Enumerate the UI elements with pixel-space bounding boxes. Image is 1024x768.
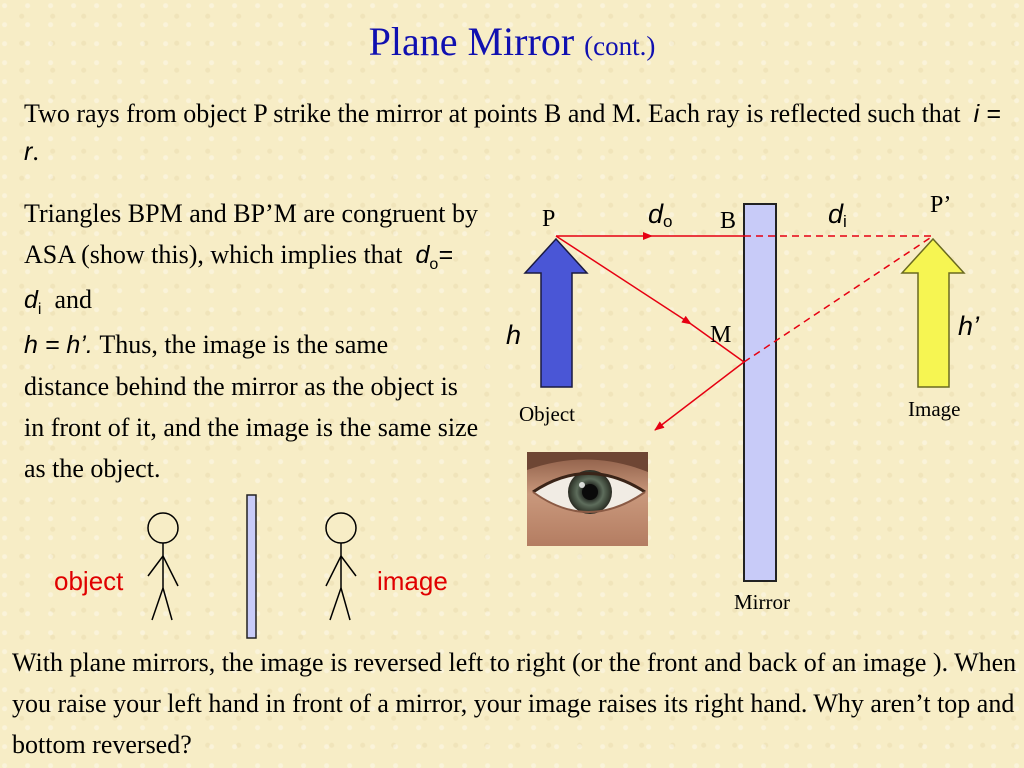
object-arrow (525, 239, 587, 387)
small-mirror (247, 495, 256, 638)
label-mirror: Mirror (734, 590, 790, 614)
mirror (744, 204, 776, 581)
ray-p-to-m (556, 236, 691, 324)
label-p: P (542, 206, 556, 232)
label-d-i (828, 199, 847, 230)
intro-end: . (32, 137, 39, 166)
label-h-prime: h’ (958, 311, 980, 341)
ray-m-reflected (655, 362, 744, 430)
title-sub: (cont.) (584, 31, 656, 61)
d-i-sub: i (843, 212, 847, 231)
explanation-and: and (54, 285, 93, 314)
label-d-o (648, 199, 673, 230)
label-m: M (710, 322, 732, 348)
figure-label-object: object (54, 566, 124, 596)
eye-image (527, 452, 648, 546)
figure-label-image: image (377, 566, 448, 596)
d-i-letter: d (828, 199, 844, 229)
label-h: h (506, 320, 522, 350)
image-arrow (902, 239, 964, 387)
label-p-prime: P’ (930, 192, 952, 218)
explanation-rest: Thus, the image is the same distance behind the mirror as the object is in front of it, and the image is the same size as the object. (24, 330, 479, 483)
label-b: B (720, 208, 737, 234)
title-main: Plane Mirror (368, 19, 575, 64)
eq-equals-d: = d (24, 241, 453, 314)
label-image: Image (908, 397, 961, 421)
intro-equation: i = r (24, 100, 1001, 166)
stick-figure-image (326, 513, 356, 620)
eq-d-letter: d (415, 241, 430, 269)
eq-i-sub: i (37, 301, 42, 318)
eq-o-sub: o (429, 256, 439, 273)
bottom-paragraph: With plane mirrors, the image is reversed left to right (or the front and back of an image ). When you raise your left hand in front of a mirror, your image raises its right hand. Why aren’t top and bottom reversed? (12, 648, 1017, 759)
label-object: Object (519, 402, 575, 426)
intro-text: Two rays from object P strike the mirror at points B and M. Each ray is reflected such that (24, 99, 961, 128)
explanation-line1: Triangles BPM and BP’M are congruent by ASA (show this), which implies that (24, 199, 479, 269)
stick-figure-object (148, 513, 178, 620)
d-o-sub: o (663, 212, 673, 231)
d-o-letter: d (648, 199, 664, 229)
equation-h: h = h’. (24, 331, 93, 359)
